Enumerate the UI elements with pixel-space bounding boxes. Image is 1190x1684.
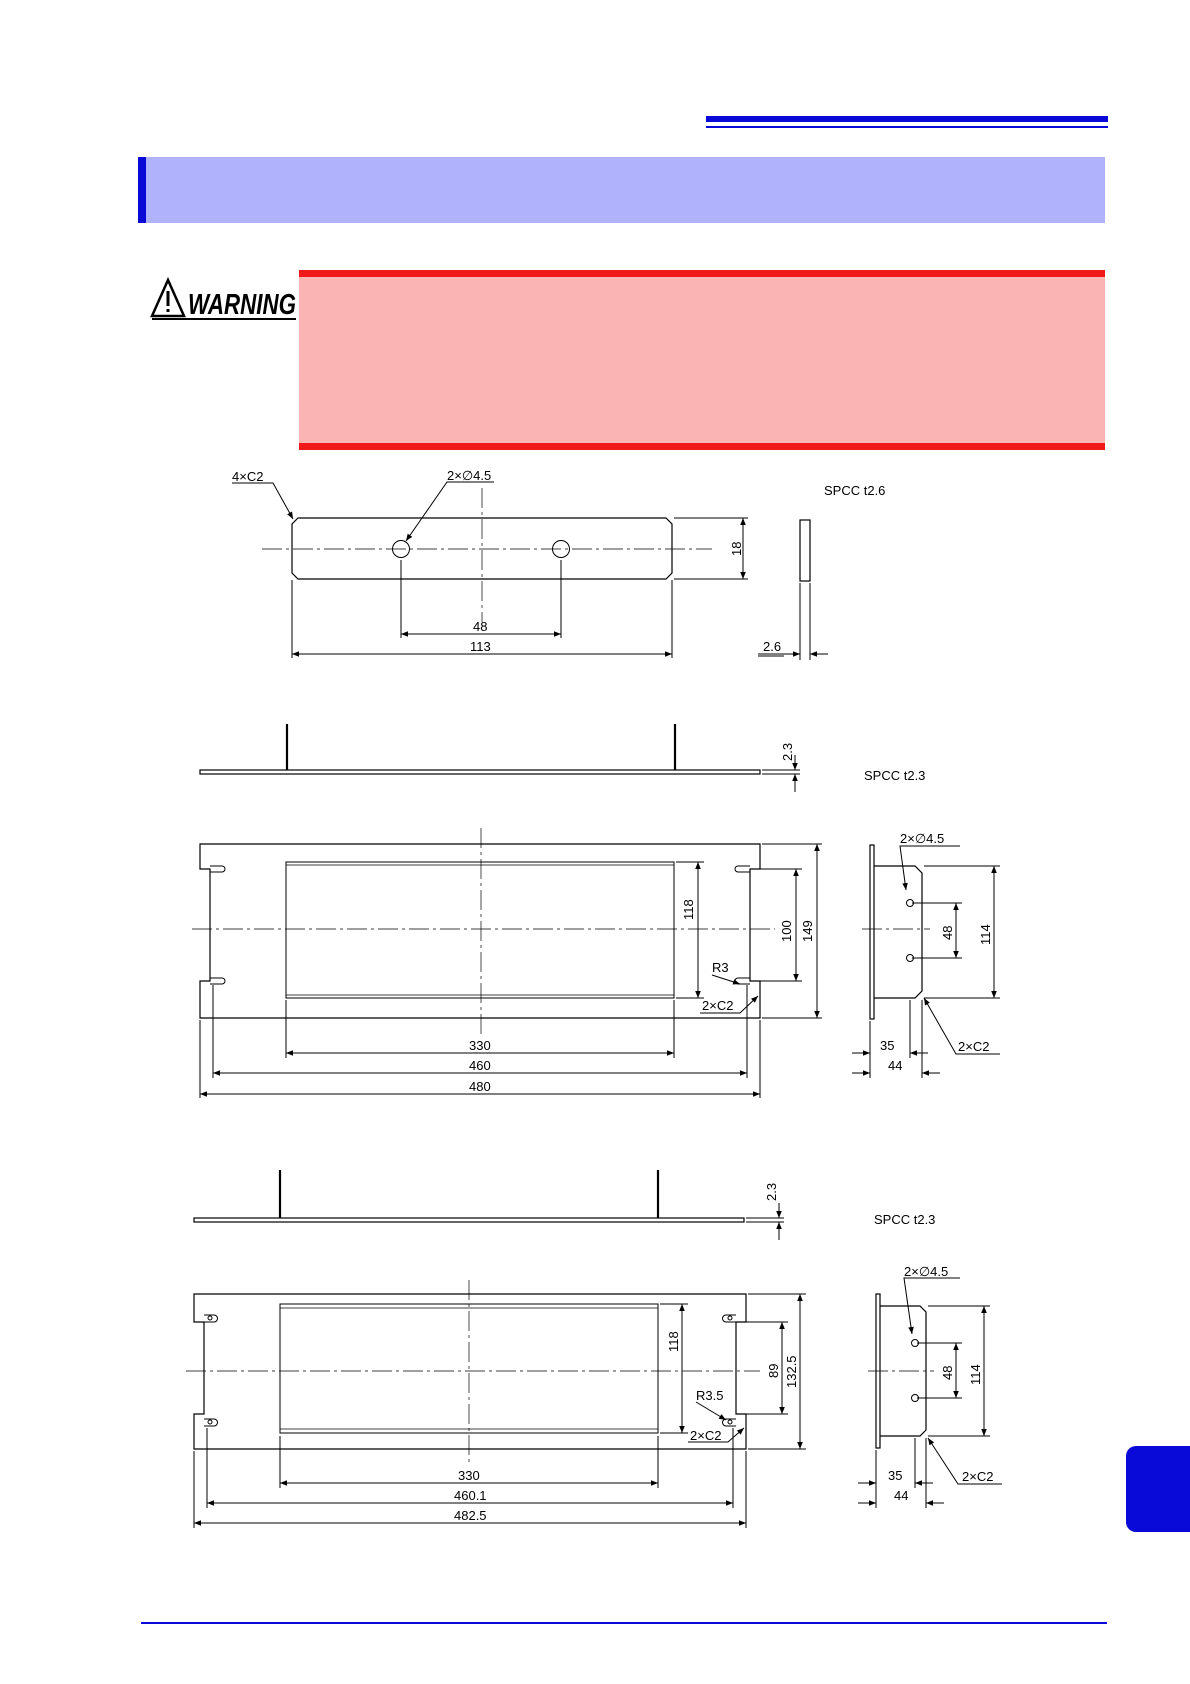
panel-a-side-bracket	[874, 866, 922, 998]
svg-text:330: 330	[458, 1468, 480, 1483]
svg-text:149: 149	[800, 920, 815, 942]
svg-text:460.1: 460.1	[454, 1488, 487, 1503]
svg-text:35: 35	[880, 1038, 895, 1053]
panel-a-side-flange	[870, 845, 874, 1019]
svg-text:48: 48	[940, 1365, 955, 1380]
slot-top-left	[210, 866, 225, 872]
svg-text:2×C2: 2×C2	[958, 1039, 990, 1054]
svg-text:2×C2: 2×C2	[962, 1469, 994, 1484]
svg-text:R3.5: R3.5	[696, 1388, 724, 1403]
svg-text:114: 114	[968, 1364, 983, 1385]
label-material: SPCC t2.3	[864, 768, 926, 783]
label-height: 18	[729, 541, 744, 556]
chapter-tab	[1126, 1446, 1190, 1532]
svg-text:2×∅4.5: 2×∅4.5	[900, 831, 945, 846]
svg-text:44: 44	[894, 1488, 909, 1503]
panel-a-opening	[286, 862, 674, 998]
svg-text:114: 114	[978, 924, 993, 945]
panel-a-edge-view	[200, 770, 760, 774]
drawing-plate-small	[232, 482, 828, 660]
svg-text:2.3: 2.3	[764, 1182, 779, 1201]
warning-word: WARNING	[188, 289, 296, 321]
drawing-plate-small-labels	[232, 468, 885, 654]
slot-bottom-left	[210, 978, 225, 984]
drawing-panel-b-labels	[454, 1183, 993, 1523]
label-pitch: 48	[473, 619, 488, 634]
svg-text:118: 118	[666, 1331, 681, 1352]
label-length: 113	[470, 639, 491, 654]
svg-text:2×C2: 2×C2	[702, 998, 734, 1013]
label-thickness: 2.6	[763, 639, 782, 654]
svg-text:89: 89	[766, 1363, 781, 1378]
panel-b-outline	[194, 1294, 746, 1449]
label-holes: 2×∅4.5	[447, 468, 492, 483]
svg-text:132.5: 132.5	[784, 1355, 799, 1388]
svg-text:35: 35	[888, 1468, 903, 1483]
label-chamfer: 4×C2	[232, 469, 264, 484]
svg-text:480: 480	[469, 1079, 491, 1094]
svg-text:2×∅4.5: 2×∅4.5	[904, 1264, 949, 1279]
svg-text:48: 48	[940, 925, 955, 940]
leader-chamfer	[232, 483, 293, 519]
plate-side-view	[800, 520, 810, 581]
panel-a-outline	[200, 844, 760, 1018]
footer-rule	[141, 1622, 1107, 1624]
label-material: SPCC t2.3	[874, 1212, 936, 1227]
panel-b-edge-view	[194, 1218, 744, 1222]
leader-holes	[406, 482, 494, 541]
drawing-panel-a-labels	[469, 743, 993, 1094]
svg-text:2.3: 2.3	[780, 742, 795, 761]
svg-text:460: 460	[469, 1058, 491, 1073]
svg-text:2×C2: 2×C2	[690, 1428, 722, 1443]
label-material: SPCC t2.6	[824, 483, 886, 498]
svg-text:100: 100	[779, 920, 794, 942]
slot-top-right	[735, 866, 750, 872]
svg-text:482.5: 482.5	[454, 1508, 487, 1523]
svg-text:118: 118	[681, 899, 696, 920]
svg-text:330: 330	[469, 1038, 491, 1053]
svg-text:44: 44	[888, 1058, 903, 1073]
svg-text:R3: R3	[712, 960, 729, 975]
